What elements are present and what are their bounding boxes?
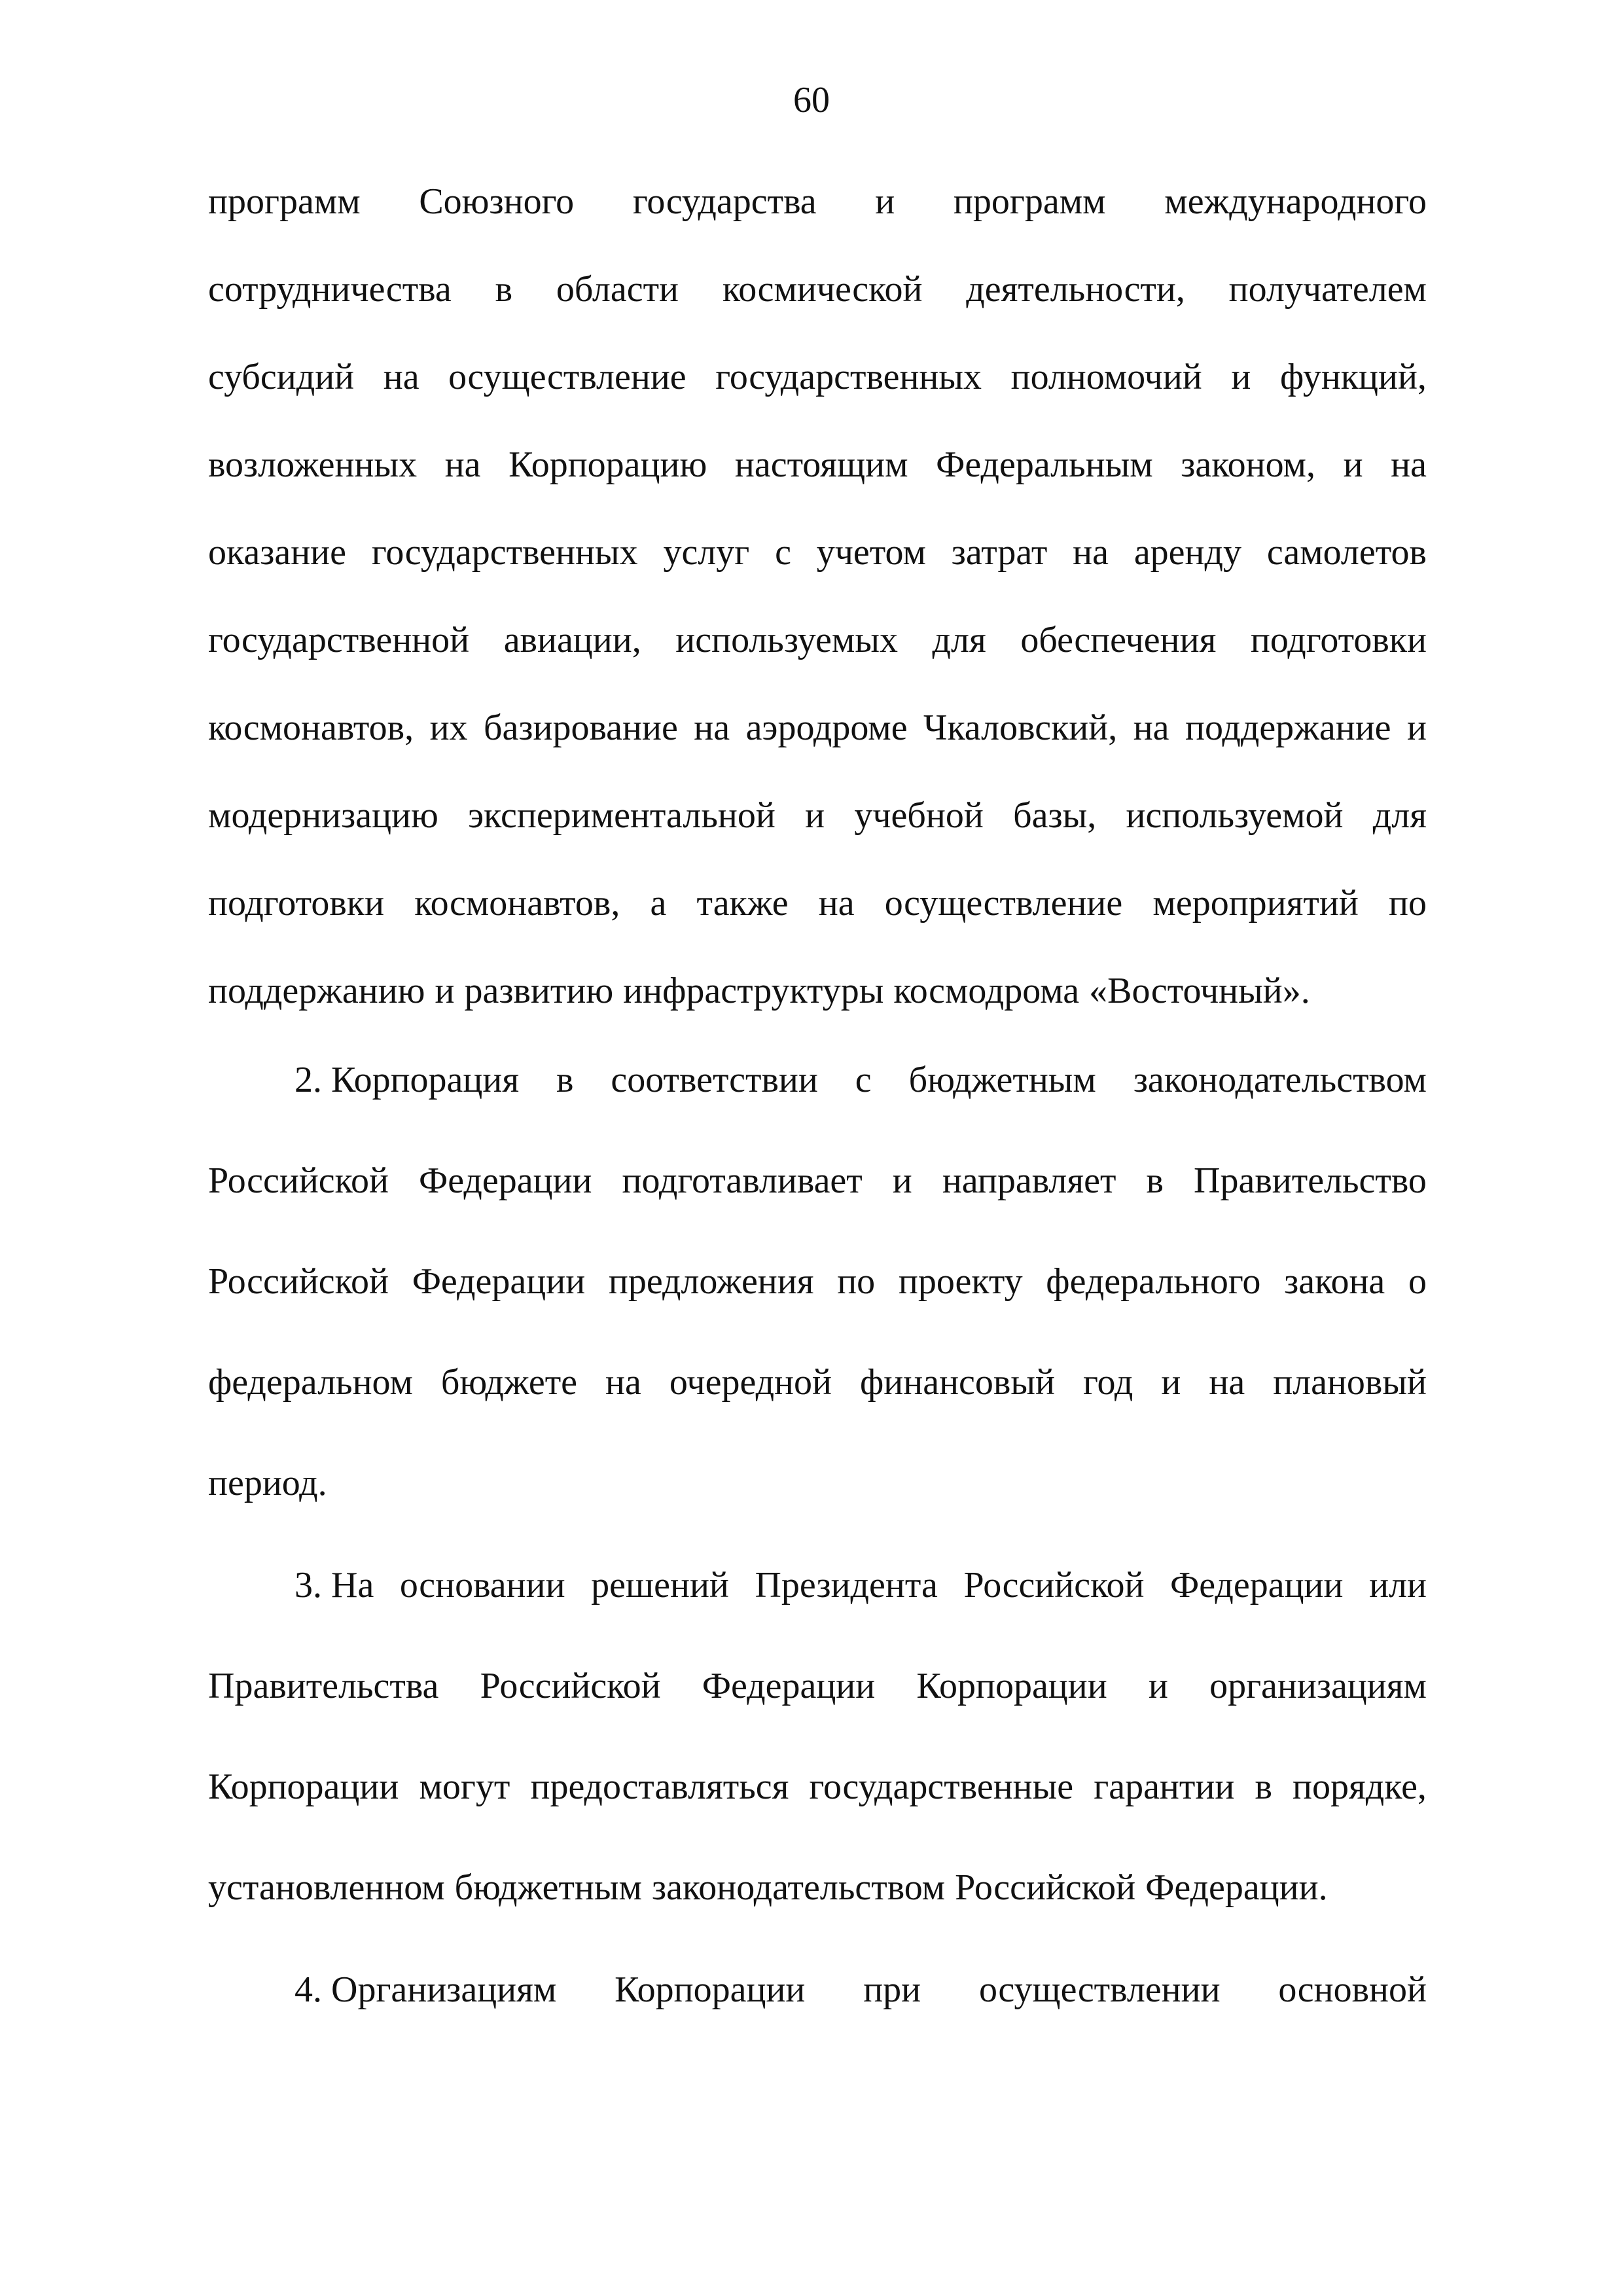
word: базирование bbox=[484, 708, 678, 748]
word: области bbox=[556, 269, 679, 310]
word: международного bbox=[1164, 181, 1427, 222]
word: предложения bbox=[608, 1261, 814, 1302]
word: могут bbox=[419, 1767, 510, 1807]
word: государственные bbox=[809, 1767, 1074, 1807]
word: финансовый bbox=[860, 1362, 1055, 1403]
word: подготавливает bbox=[622, 1160, 863, 1201]
word: функций, bbox=[1279, 357, 1427, 397]
word: основании bbox=[399, 1565, 565, 1605]
word: получателем bbox=[1228, 269, 1427, 310]
word: для bbox=[932, 620, 986, 660]
word: период. bbox=[208, 1463, 327, 1503]
text-line bbox=[208, 789, 1427, 842]
word: поддержание bbox=[1185, 708, 1391, 748]
word: на bbox=[1133, 708, 1169, 748]
word: и bbox=[892, 1160, 912, 1201]
word: поддержанию bbox=[208, 971, 425, 1011]
word: Федерации bbox=[412, 1261, 586, 1302]
word: подготовки bbox=[1250, 620, 1427, 660]
word: также bbox=[696, 883, 789, 924]
text-line bbox=[208, 965, 1427, 1017]
word: законодательством bbox=[651, 1867, 946, 1908]
word: бюджете bbox=[440, 1362, 578, 1403]
word: для bbox=[1372, 795, 1427, 836]
text-line bbox=[208, 1457, 1427, 1509]
word: их bbox=[429, 708, 468, 748]
word: осуществлении bbox=[978, 1969, 1221, 2010]
word: о bbox=[1408, 1261, 1427, 1302]
text-line bbox=[208, 351, 1427, 403]
word: Союзного bbox=[419, 181, 575, 222]
word: аэродроме bbox=[745, 708, 908, 748]
text-line bbox=[294, 1964, 1427, 2016]
text-line bbox=[208, 1255, 1427, 1308]
word: Федерации bbox=[702, 1666, 876, 1706]
word: авиации, bbox=[503, 620, 641, 660]
word: 2. Корпорация bbox=[294, 1060, 520, 1100]
word: Правительства bbox=[208, 1666, 439, 1706]
text-line bbox=[208, 263, 1427, 315]
text-line bbox=[208, 1761, 1427, 1813]
word: в bbox=[495, 269, 513, 310]
word: деятельности, bbox=[966, 269, 1185, 310]
word: на bbox=[1209, 1362, 1245, 1403]
word: на bbox=[1391, 444, 1427, 485]
word: бюджетным bbox=[908, 1060, 1096, 1100]
word: Российской bbox=[480, 1666, 661, 1706]
word: «Восточный». bbox=[1089, 971, 1310, 1011]
word: Корпорации bbox=[916, 1666, 1107, 1706]
word: на bbox=[1073, 532, 1109, 573]
word: учетом bbox=[816, 532, 926, 573]
word: гарантии bbox=[1094, 1767, 1235, 1807]
word: затрат bbox=[951, 532, 1048, 573]
word: осуществление bbox=[884, 883, 1123, 924]
word: в bbox=[1255, 1767, 1272, 1807]
word: государственных bbox=[371, 532, 638, 573]
word: мероприятий bbox=[1152, 883, 1359, 924]
word: Чкаловский, bbox=[923, 708, 1118, 748]
text-line bbox=[208, 1660, 1427, 1712]
word: очередной bbox=[669, 1362, 832, 1403]
word: Президента bbox=[755, 1565, 938, 1605]
word: подготовки bbox=[208, 883, 385, 924]
word: аренду bbox=[1133, 532, 1241, 573]
word: инфраструктуры bbox=[623, 971, 884, 1011]
word: соответствии bbox=[611, 1060, 818, 1100]
word: самолетов bbox=[1266, 532, 1427, 573]
word: проекту bbox=[898, 1261, 1023, 1302]
word: программ bbox=[953, 181, 1106, 222]
word: осуществление bbox=[448, 357, 687, 397]
word: услуг bbox=[663, 532, 750, 573]
word: предоставляться bbox=[530, 1767, 789, 1807]
word: космонавтов, bbox=[414, 883, 620, 924]
word: и bbox=[1343, 444, 1363, 485]
word: с bbox=[775, 532, 791, 573]
text-line bbox=[208, 526, 1427, 579]
word: основной bbox=[1278, 1969, 1427, 2010]
word: по bbox=[1389, 883, 1427, 924]
word: организациям bbox=[1209, 1666, 1427, 1706]
word: модернизацию bbox=[208, 795, 438, 836]
word: по bbox=[837, 1261, 876, 1302]
word: базы, bbox=[1013, 795, 1097, 836]
word: направляет bbox=[942, 1160, 1116, 1201]
text-line bbox=[294, 1559, 1427, 1611]
word: Корпорации bbox=[208, 1767, 399, 1807]
word: 4. Организациям bbox=[294, 1969, 557, 2010]
word: Российской bbox=[963, 1565, 1145, 1605]
word: Федерации. bbox=[1145, 1867, 1328, 1908]
word: Российской bbox=[208, 1160, 389, 1201]
word: и bbox=[1407, 708, 1427, 748]
word: Федеральным bbox=[936, 444, 1153, 485]
word: развитию bbox=[464, 971, 614, 1011]
text-line bbox=[208, 614, 1427, 666]
word: закона bbox=[1284, 1261, 1385, 1302]
word: используемых bbox=[675, 620, 898, 660]
word: экспериментальной bbox=[468, 795, 776, 836]
word: на bbox=[694, 708, 730, 748]
text-line bbox=[208, 1155, 1427, 1207]
word: а bbox=[650, 883, 667, 924]
word: Правительство bbox=[1194, 1160, 1427, 1201]
word: государственных bbox=[715, 357, 982, 397]
word: 3. На bbox=[294, 1565, 374, 1605]
word: решений bbox=[591, 1565, 729, 1605]
word: сотрудничества bbox=[208, 269, 452, 310]
word: законом, bbox=[1181, 444, 1315, 485]
word: космической bbox=[722, 269, 923, 310]
word: и bbox=[1161, 1362, 1181, 1403]
word: используемой bbox=[1126, 795, 1344, 836]
word: в bbox=[556, 1060, 574, 1100]
word: Федерации bbox=[1170, 1565, 1344, 1605]
word: Российской bbox=[955, 1867, 1136, 1908]
word: государства bbox=[632, 181, 817, 222]
word: и bbox=[805, 795, 825, 836]
word: настоящим bbox=[734, 444, 908, 485]
page-number: 60 bbox=[793, 80, 830, 120]
text-line bbox=[208, 702, 1427, 754]
word: и bbox=[875, 181, 895, 222]
word: оказание bbox=[208, 532, 346, 573]
word: федеральном bbox=[208, 1362, 413, 1403]
word: установленном bbox=[208, 1867, 445, 1908]
word: Федерации bbox=[419, 1160, 592, 1201]
word: государственной bbox=[208, 620, 470, 660]
word: субсидий bbox=[208, 357, 355, 397]
word: космодрома bbox=[893, 971, 1080, 1011]
word: год bbox=[1082, 1362, 1133, 1403]
word: плановый bbox=[1273, 1362, 1427, 1403]
word: на bbox=[818, 883, 855, 924]
word: возложенных bbox=[208, 444, 418, 485]
word: обеспечения bbox=[1020, 620, 1217, 660]
word: с bbox=[855, 1060, 872, 1100]
word: полномочий bbox=[1010, 357, 1202, 397]
text-line bbox=[208, 1861, 1427, 1914]
text-line bbox=[208, 175, 1427, 228]
word: при bbox=[863, 1969, 921, 2010]
word: Корпорацию bbox=[508, 444, 707, 485]
text-line bbox=[208, 877, 1427, 929]
word: федерального bbox=[1046, 1261, 1261, 1302]
word: учебной bbox=[854, 795, 984, 836]
word: законодательством bbox=[1133, 1060, 1427, 1100]
word: бюджетным bbox=[454, 1867, 642, 1908]
word: и bbox=[1148, 1666, 1168, 1706]
word: на bbox=[444, 444, 481, 485]
text-line bbox=[208, 439, 1427, 491]
text-line bbox=[208, 1356, 1427, 1408]
word: Корпорации bbox=[615, 1969, 806, 2010]
word: и bbox=[435, 971, 455, 1011]
word: порядке, bbox=[1293, 1767, 1427, 1807]
word: космонавтов, bbox=[208, 708, 414, 748]
word: и bbox=[1231, 357, 1251, 397]
word: программ bbox=[208, 181, 361, 222]
word: на bbox=[605, 1362, 641, 1403]
word: на bbox=[383, 357, 419, 397]
text-line bbox=[294, 1054, 1427, 1106]
word: Российской bbox=[208, 1261, 389, 1302]
word: или bbox=[1369, 1565, 1427, 1605]
word: в bbox=[1146, 1160, 1164, 1201]
